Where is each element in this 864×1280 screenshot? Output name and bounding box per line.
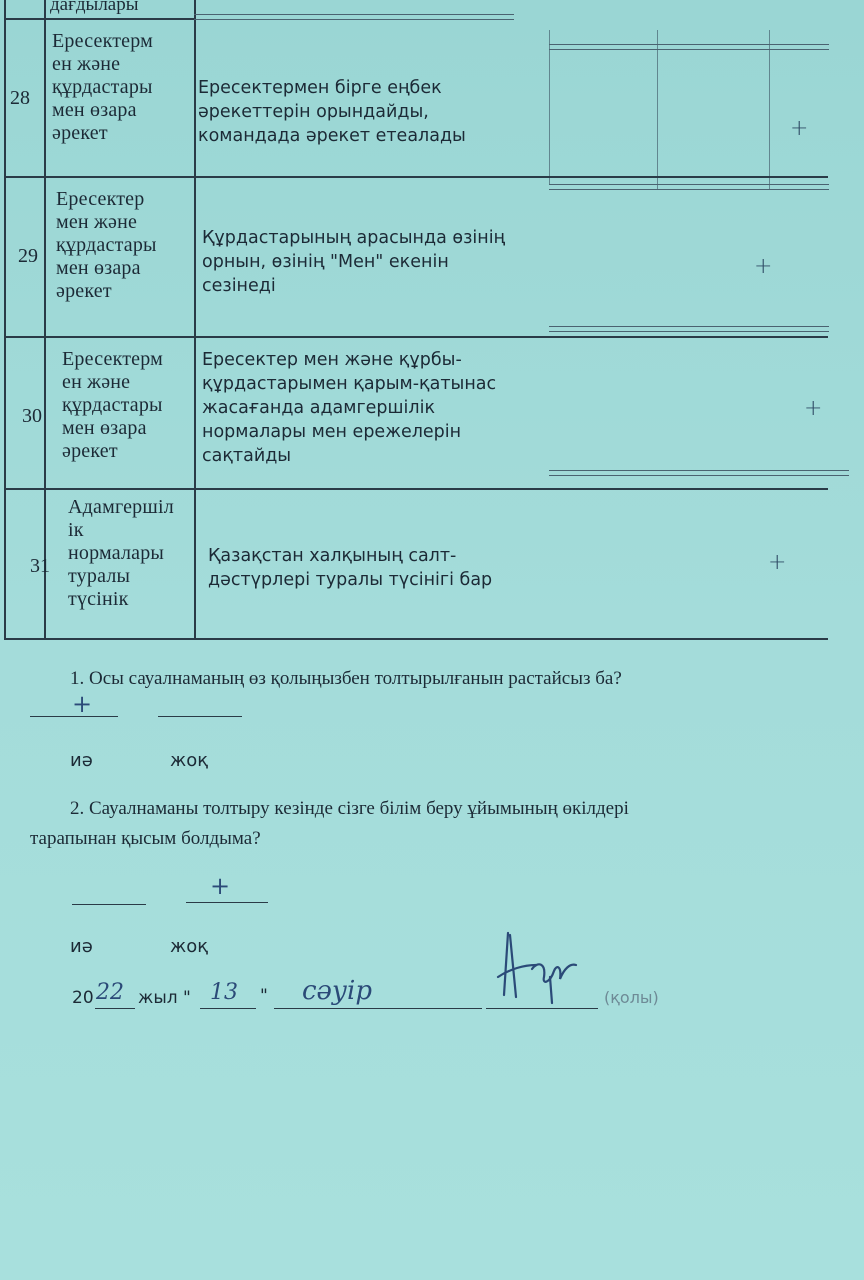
date-day-close: " <box>260 986 268 1006</box>
question-1-no-line[interactable] <box>158 716 242 717</box>
date-year-prefix: 20 <box>72 988 94 1008</box>
topic-line: ік <box>68 519 84 541</box>
check-mark: + <box>754 254 773 279</box>
question-1-no-label: жоқ <box>170 750 209 771</box>
question-2-mark: + <box>210 872 231 900</box>
col-divider-num <box>44 0 46 640</box>
row-description <box>208 544 526 592</box>
col-divider-a <box>549 30 550 185</box>
check-mark: + <box>768 550 787 575</box>
col-divider-c <box>769 30 770 190</box>
question-1-yes-line[interactable] <box>30 716 118 717</box>
question-2-no-label: жоқ <box>170 936 209 957</box>
topic-line: туралы <box>68 565 131 587</box>
col-divider-topic <box>194 0 196 640</box>
row-description <box>202 348 532 468</box>
check-mark: + <box>804 396 823 421</box>
question-1-mark: + <box>72 690 93 718</box>
topic-line: ен және <box>62 371 131 393</box>
date-year-handwritten: 22 <box>96 980 124 1005</box>
date-year-suffix: жыл " <box>138 988 191 1008</box>
topic-line: түсінік <box>68 588 129 610</box>
desc-line: Қазақстан халқының салт- <box>208 546 457 566</box>
row-line-0b <box>194 14 514 20</box>
topic-line: мен және <box>56 211 138 233</box>
desc-line: жасағанда адамгершілік <box>202 398 436 418</box>
year-line <box>95 1008 135 1009</box>
table-border-left <box>4 0 6 640</box>
date-month-handwritten: сәуір <box>302 976 372 1006</box>
assessment-table <box>4 0 828 640</box>
row-description <box>202 226 542 298</box>
row-topic <box>62 348 163 463</box>
topic-line: әрекет <box>56 280 112 302</box>
row-line-2 <box>4 336 828 338</box>
question-1-text: 1. Осы сауалнаманың өз қолыңызбен толтырылғанын растайсыз ба? <box>70 668 622 689</box>
signature-line <box>486 1008 598 1009</box>
row-number: 31 <box>30 555 50 577</box>
row-line-1 <box>4 176 828 178</box>
row-topic <box>52 30 153 145</box>
topic-line: Адамгершіл <box>68 496 174 518</box>
check-mark: + <box>790 116 809 141</box>
row-number: 30 <box>22 405 42 427</box>
question-2-no-line[interactable] <box>186 902 268 903</box>
desc-line: сақтайды <box>202 446 292 466</box>
row-number: 28 <box>10 87 30 109</box>
topic-line: Ересектерм <box>62 348 164 370</box>
dbl-line-c <box>549 326 829 332</box>
desc-line: Ересектермен бірге еңбек <box>198 78 442 98</box>
dbl-line-a <box>549 44 829 50</box>
desc-line: әрекеттерін орындайды, <box>198 102 429 122</box>
question-2-text-line2: тарапынан қысым болдыма? <box>30 828 261 849</box>
desc-line: Құрдастарының арасында өзінің <box>202 228 506 248</box>
row-number: 29 <box>18 245 38 267</box>
row-line-3 <box>4 488 828 490</box>
question-2-text-line1: 2. Сауалнаманы толтыру кезінде сізге білім беру ұйымының өкілдері <box>70 798 629 819</box>
topic-line: әрекет <box>52 122 108 144</box>
topic-line: әрекет <box>62 440 118 462</box>
topic-line: құрдастары <box>62 394 163 416</box>
topic-line: мен өзара <box>56 257 141 279</box>
desc-line: командада әрекет етеалады <box>198 126 466 146</box>
row-line-0 <box>4 18 194 20</box>
row-topic <box>56 188 157 303</box>
row-description <box>198 76 466 148</box>
header-fragment: дағдылары <box>50 0 139 15</box>
date-day-handwritten: 13 <box>210 980 238 1005</box>
desc-line: сезінеді <box>202 276 276 296</box>
topic-line: мен өзара <box>62 417 147 439</box>
topic-line: ен және <box>52 53 121 75</box>
topic-line: Ересектерм <box>52 30 154 52</box>
row-topic <box>68 496 174 611</box>
desc-line: Ересектер мен және құрбы- <box>202 350 462 370</box>
topic-line: нормалары <box>68 542 165 564</box>
desc-line: орнын, өзінің "Мен" екенін <box>202 252 449 272</box>
handwritten-signature <box>490 925 590 1015</box>
desc-line: дәстүрлері туралы түсінігі бар <box>208 570 493 590</box>
question-2-yes-line[interactable] <box>72 904 146 905</box>
question-2-yes-label: иә <box>70 936 93 957</box>
desc-line: құрдастарымен қарым-қатынас <box>202 374 497 394</box>
desc-line: нормалары мен ережелерін <box>202 422 462 442</box>
month-line <box>274 1008 482 1009</box>
topic-line: мен өзара <box>52 99 137 121</box>
row-line-4 <box>4 638 828 640</box>
topic-line: құрдастары <box>52 76 153 98</box>
topic-line: құрдастары <box>56 234 157 256</box>
signature-label: (қолы) <box>604 988 659 1007</box>
topic-line: Ересектер <box>56 188 145 210</box>
day-line <box>200 1008 256 1009</box>
dbl-line-d <box>549 470 849 476</box>
question-1-yes-label: иә <box>70 750 93 771</box>
col-divider-b <box>657 30 658 190</box>
dbl-line-b <box>549 184 829 190</box>
